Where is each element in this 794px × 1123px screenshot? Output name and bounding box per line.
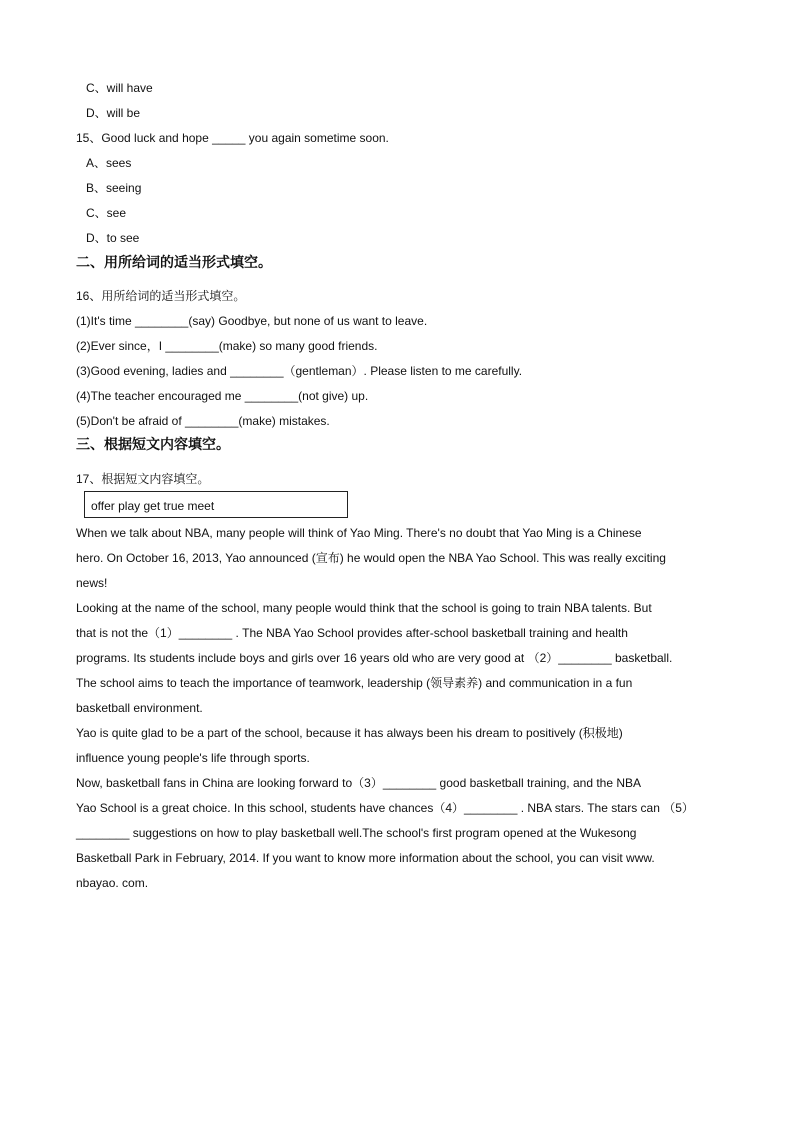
q16-item-2: (2)Ever since，I ________(make) so many good friends. — [76, 339, 378, 353]
q16-item-1: (1)It's time ________(say) Goodbye, but none of us want to leave. — [76, 314, 428, 328]
q16-item-5: (5)Don't be afraid of ________(make) mistakes. — [76, 414, 330, 428]
passage-line: news! — [76, 576, 108, 590]
word-box-words: offer play get true meet — [91, 499, 215, 513]
passage — [76, 521, 726, 896]
passage-line: Basketball Park in February, 2014. If you want to know more information about the school, you can visit www. — [76, 851, 655, 865]
passage-line: influence young people's life through sports. — [76, 751, 310, 765]
q16-item-4: (4)The teacher encouraged me ________(not give) up. — [76, 389, 369, 403]
q15-option-a: A、sees — [86, 156, 132, 170]
section2-heading: 二、用所给词的适当形式填空。 — [76, 255, 272, 271]
passage-line: When we talk about NBA, many people will think of Yao Ming. There's no doubt that Yao Ming is a Chinese — [76, 526, 642, 540]
section3-heading: 三、根据短文内容填空。 — [76, 437, 230, 453]
word-box — [84, 491, 348, 518]
q15-stem: 15、Good luck and hope _____ you again sometime soon. — [76, 131, 389, 145]
q14-option-d: D、will be — [86, 106, 141, 120]
passage-line: nbayao. com. — [76, 876, 149, 890]
q17-stem: 17、根据短文内容填空。 — [76, 472, 210, 486]
q14-option-c: C、will have — [86, 81, 153, 95]
q16-item-3: (3)Good evening, ladies and ________（gentleman）. Please listen to me carefully. — [76, 364, 523, 378]
passage-line: basketball environment. — [76, 701, 203, 715]
passage-line: The school aims to teach the importance of teamwork, leadership (领导素养) and communication in a fun — [76, 676, 633, 690]
passage-line: ________ suggestions on how to play basketball well.The school's first program opened at the Wukesong — [76, 826, 637, 840]
passage-line: Yao School is a great choice. In this school, students have chances（4）________ . NBA stars. The stars can （5） — [76, 801, 694, 815]
passage-line: Looking at the name of the school, many people would think that the school is going to train NBA talents. But — [76, 601, 652, 615]
q15-option-b: B、seeing — [86, 181, 142, 195]
q16-stem: 16、用所给词的适当形式填空。 — [76, 289, 246, 303]
passage-line: hero. On October 16, 2013, Yao announced (宣布) he would open the NBA Yao School. This was really exciting — [76, 551, 666, 565]
passage-line: that is not the（1）________ . The NBA Yao School provides after-school basketball training and health — [76, 626, 628, 640]
passage-line: Now, basketball fans in China are looking forward to（3）________ good basketball training, and the NBA — [76, 776, 642, 790]
passage-line: Yao is quite glad to be a part of the school, because it has always been his dream to positively (积极地) — [76, 726, 623, 740]
passage-line: programs. Its students include boys and girls over 16 years old who are very good at （2）________ basketball. — [76, 651, 673, 665]
q15-option-d: D、to see — [86, 231, 140, 245]
q15-option-c: C、see — [86, 206, 127, 220]
